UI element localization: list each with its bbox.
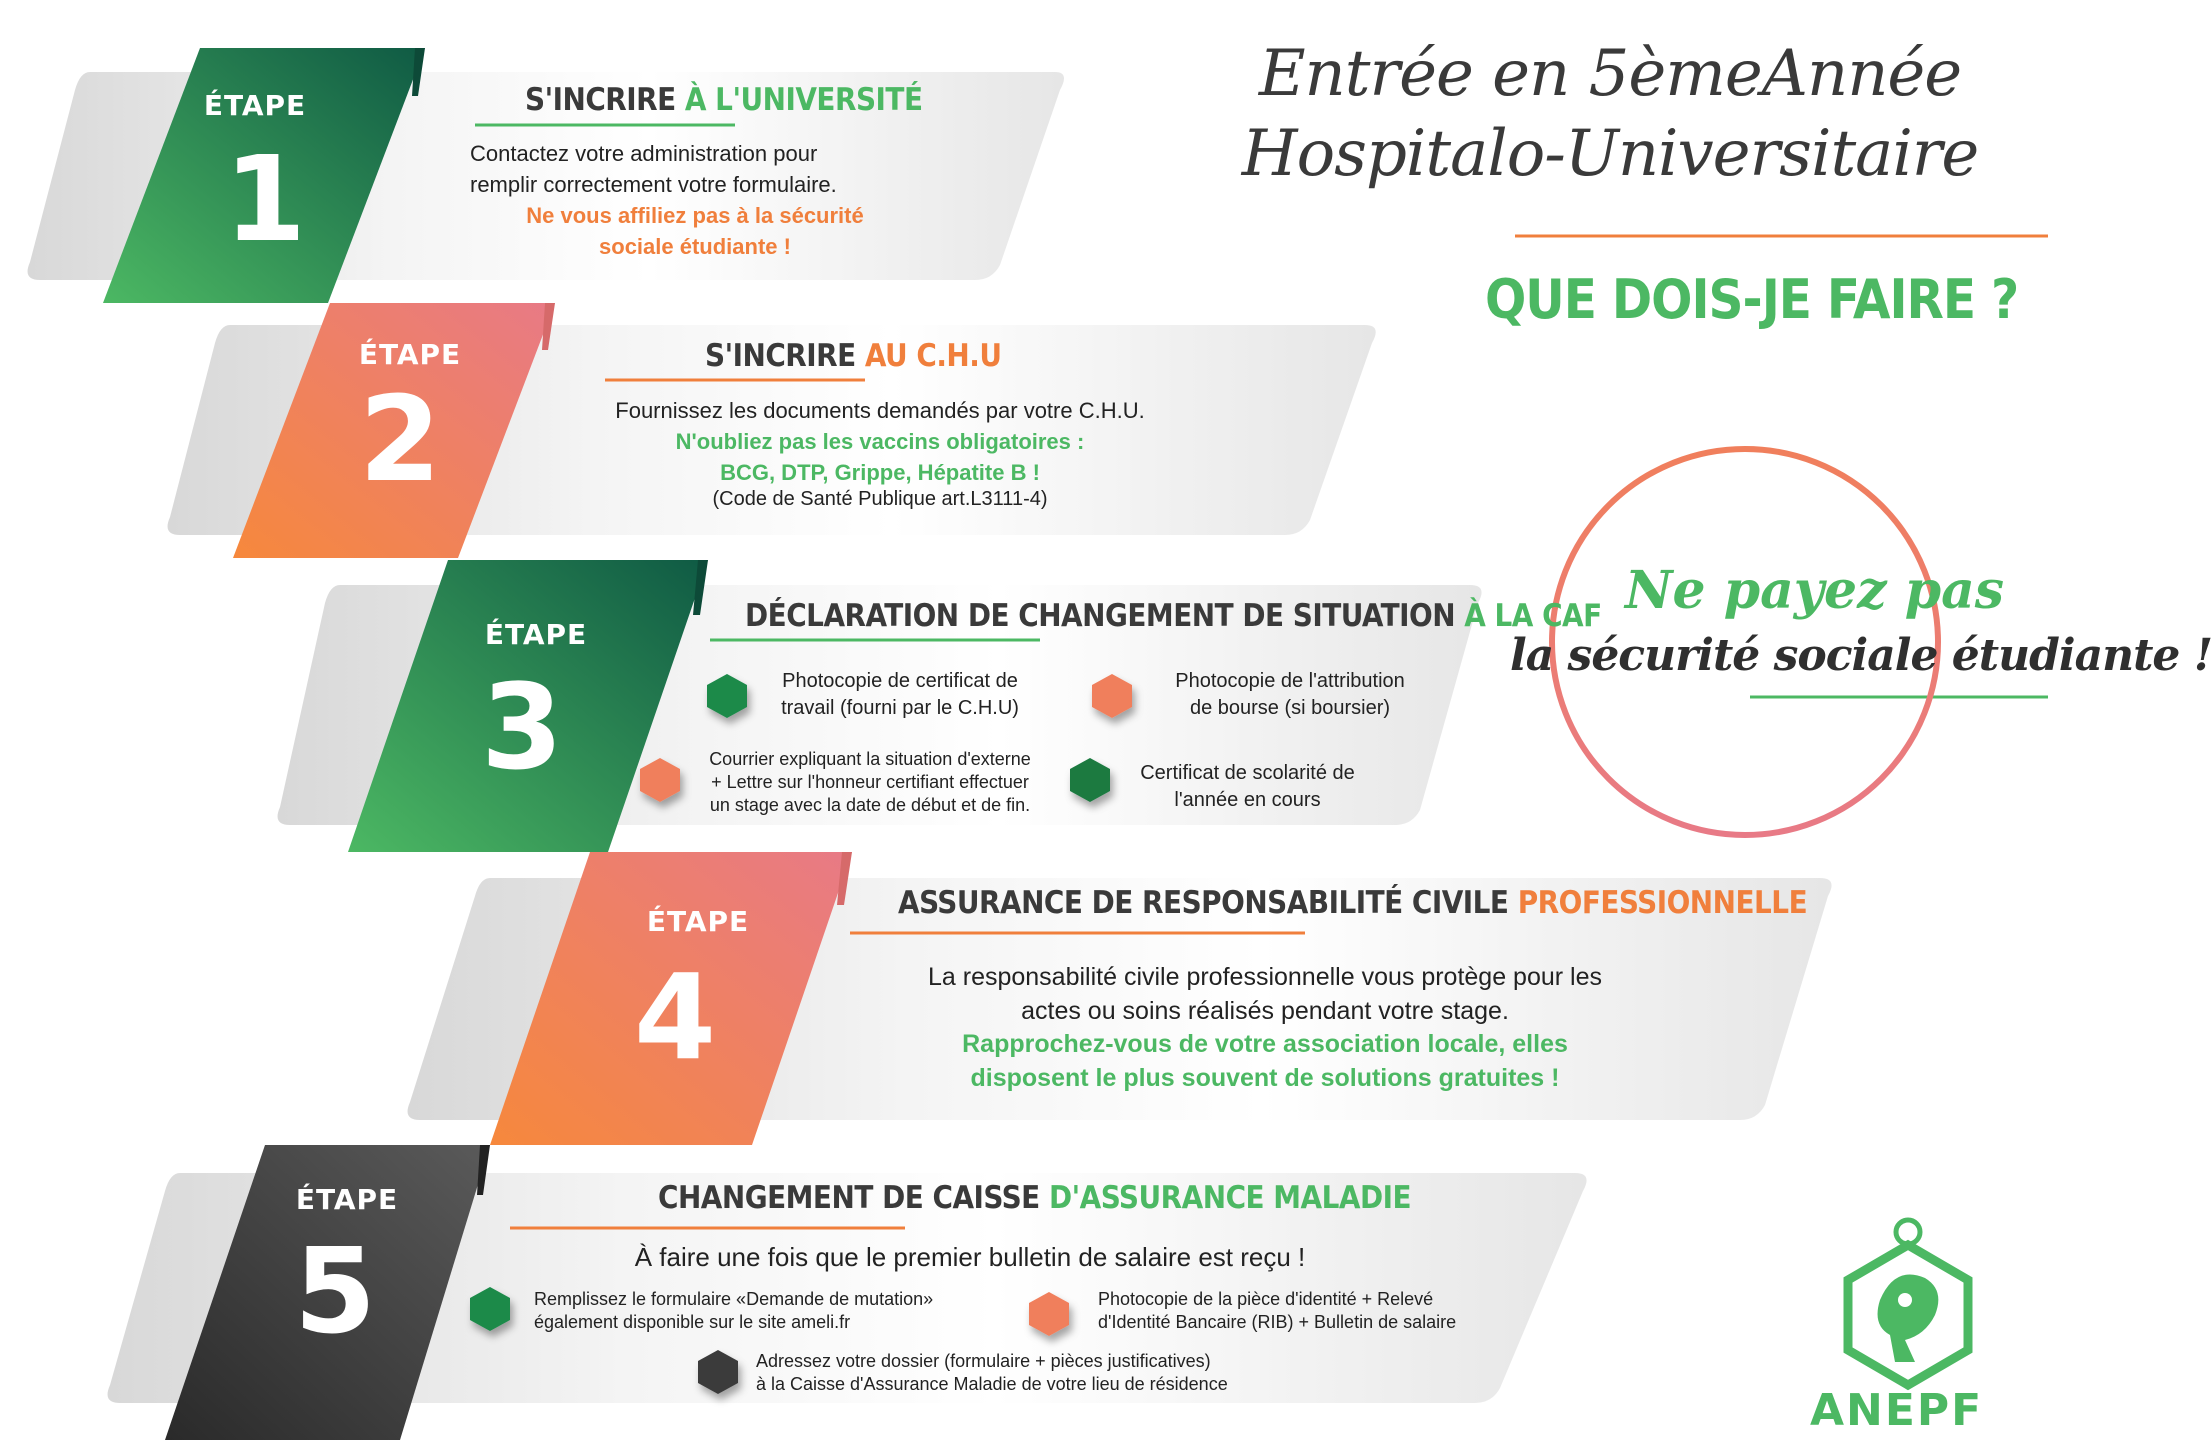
callout-line-2: la sécurité sociale étudiante ! xyxy=(1510,630,2212,681)
callout-line-1: Ne payez pas xyxy=(1625,560,2005,621)
step-3-label: ÉTAPE xyxy=(484,618,588,651)
step-3-item-4: Certificat de scolarité de l'année en cours xyxy=(1140,762,1355,811)
step-1-text: Contactez votre administration pour remplir correctement votre formulaire. xyxy=(470,141,837,197)
step-5-subtitle: À faire une fois que le premier bulletin de salaire est reçu ! xyxy=(634,1242,1306,1272)
step-2-label: ÉTAPE xyxy=(358,338,462,371)
step-2-number: 2 xyxy=(358,370,442,508)
step-5-label: ÉTAPE xyxy=(295,1183,399,1216)
anepf-logo-icon xyxy=(1848,1220,1968,1385)
question-heading: QUE DOIS-JE FAIRE ? xyxy=(1485,268,2019,331)
step-2-text: Fournissez les documents demandés par votre C.H.U. xyxy=(615,398,1145,423)
main-title-line-1: Entrée en 5èmeAnnée xyxy=(1258,37,1962,111)
step-4-number: 4 xyxy=(633,948,717,1086)
step-5-item-1: Remplissez le formulaire «Demande de mutation» également disponible sur le site ameli.fr xyxy=(534,1289,934,1332)
step-2-note: (Code de Santé Publique art.L3111-4) xyxy=(712,488,1048,510)
step-2-warning: N'oubliez pas les vaccins obligatoires : BCG, DTP, Grippe, Hépatite B ! xyxy=(675,429,1085,485)
step-5-item-2: Photocopie de la pièce d'identité + Relevé d'Identité Bancaire (RIB) + Bulletin de salaire xyxy=(1098,1289,1457,1332)
step-4-warning: Rapprochez-vous de votre association locale, elles disposent le plus souvent de solutions gratuites ! xyxy=(962,1030,1568,1092)
anepf-logo-text: ANEPF xyxy=(1810,1385,1984,1436)
step-1-label: ÉTAPE xyxy=(203,89,307,122)
step-3-item-1: Photocopie de certificat de travail (fourni par le C.H.U) xyxy=(781,670,1019,719)
step-1-title: S'INCRIRE À L'UNIVERSITÉ xyxy=(525,82,923,118)
step-3-item-3: Courrier expliquant la situation d'externe + Lettre sur l'honneur certifiant effectuer un stage avec la date de début et de fin. xyxy=(709,749,1031,815)
step-3-title: DÉCLARATION DE CHANGEMENT DE SITUATION À LA CAF xyxy=(745,598,1602,634)
step-5-item-3: Adressez votre dossier (formulaire + pièces justificatives) à la Caisse d'Assurance Maladie de votre lieu de résidence xyxy=(756,1351,1228,1394)
step-1-number: 1 xyxy=(223,130,307,268)
step-5-title: CHANGEMENT DE CAISSE D'ASSURANCE MALADIE xyxy=(658,1180,1412,1216)
step-5-number: 5 xyxy=(293,1222,377,1360)
step-4-text: La responsabilité civile professionnelle vous protège pour les actes ou soins réalisés pendant votre stage. xyxy=(927,963,1602,1025)
step-1-warning: Ne vous affiliez pas à la sécurité sociale étudiante ! xyxy=(526,203,864,259)
step-3-item-2: Photocopie de l'attribution de bourse (si boursier) xyxy=(1175,670,1405,719)
step-4-title: ASSURANCE DE RESPONSABILITÉ CIVILE PROFESSIONNELLE xyxy=(898,885,1808,921)
step-2-title: S'INCRIRE AU C.H.U xyxy=(705,338,1002,374)
step-3-number: 3 xyxy=(480,658,564,796)
step-4-label: ÉTAPE xyxy=(646,905,750,938)
main-title-line-2: Hospitalo-Universitaire xyxy=(1241,117,1979,191)
